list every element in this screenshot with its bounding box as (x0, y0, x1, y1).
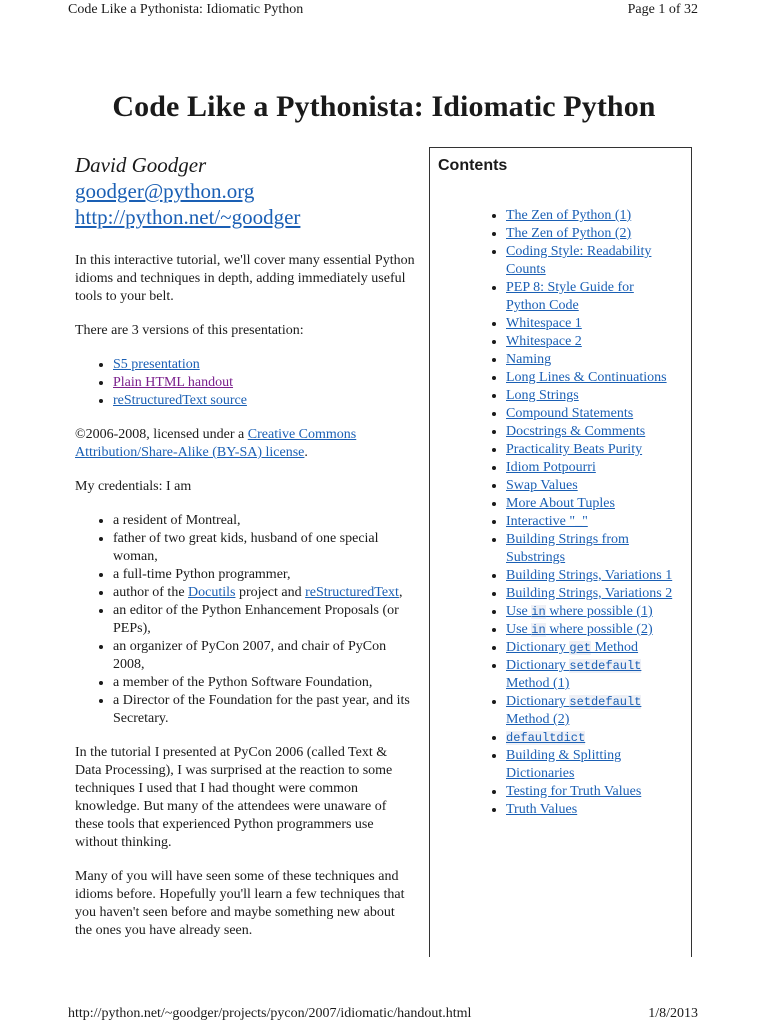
list-item (113, 356, 415, 374)
page-header (68, 2, 698, 20)
page-footer (68, 1006, 698, 1024)
list-item: • an organizer of PyCon 2007, and chair of PyCon 2008, (113, 638, 415, 674)
contents-link-text: Use (506, 604, 532, 619)
contents-link-text: The Zen of Python (2) (506, 226, 632, 241)
credentials-intro: My credentials: I am (75, 479, 192, 494)
contents-item (506, 495, 675, 513)
contents-list (430, 207, 675, 819)
contents-link-text: where possible (2) (545, 622, 653, 637)
contents-item (506, 513, 675, 531)
contents-link-text: More About Tuples (506, 496, 615, 511)
contents-item (506, 783, 675, 801)
contents-link[interactable] (506, 406, 633, 421)
contents-item (506, 603, 675, 621)
list-item: • a full-time Python programmer, (113, 566, 415, 584)
contents-link-text: Building Strings from Substrings (506, 532, 629, 565)
contents-link[interactable] (506, 586, 672, 601)
author-block (75, 152, 300, 230)
contents-link[interactable] (506, 244, 651, 277)
contents-link[interactable] (506, 352, 551, 367)
contents-link-text: Idiom Potpourri (506, 460, 596, 475)
contents-title: Contents (438, 157, 508, 174)
contents-link-text: Method (2) (506, 712, 570, 727)
rst-source-link[interactable]: reStructuredText source (113, 393, 247, 408)
contents-link[interactable] (506, 316, 582, 331)
contents-link-text: Method (1) (506, 676, 570, 691)
list-item: • father of two great kids, husband of one special woman, (113, 530, 415, 566)
credential-text: , (398, 585, 403, 600)
credential-text: author of the (113, 585, 189, 600)
contents-link[interactable] (506, 442, 642, 457)
list-item: • a Director of the Foundation for the past year, and its Secretary. (113, 692, 415, 728)
s5-presentation-link[interactable]: S5 presentation (113, 357, 200, 372)
list-item: • a member of the Python Software Foundation, (113, 674, 415, 692)
contents-link-code: in (531, 623, 546, 637)
docutils-link[interactable]: Docutils (188, 585, 236, 600)
contents-item (506, 657, 675, 693)
contents-item (506, 333, 675, 351)
contents-link-code: setdefault (569, 695, 642, 709)
contents-link-text: Whitespace 1 (506, 316, 582, 331)
page-number: Page 1 of 32 (627, 2, 698, 17)
contents-link-text: PEP 8: Style Guide for Python Code (506, 280, 634, 313)
contents-link-code: get (569, 641, 591, 655)
contents-link[interactable] (506, 604, 653, 619)
contents-link-text: Building & Splitting Dictionaries (506, 748, 622, 781)
author-email-link[interactable]: goodger@python.org (75, 179, 255, 203)
license-prefix: ©2006-2008, licensed under a (75, 427, 248, 442)
contents-item (506, 369, 675, 387)
contents-link-code: setdefault (569, 659, 642, 673)
restructuredtext-link[interactable]: reStructuredText (305, 585, 399, 600)
contents-link[interactable] (506, 226, 631, 241)
contents-link-text: Building Strings, Variations 2 (506, 586, 673, 601)
contents-item (506, 351, 675, 369)
contents-link-text: Long Strings (506, 388, 579, 403)
contents-link[interactable] (506, 640, 638, 655)
intro-paragraph: In this interactive tutorial, we'll cover many essential Python idioms and techniques in depth, adding immediately useful tools to your belt. (75, 253, 415, 304)
contents-item (506, 729, 675, 747)
author-website-link[interactable]: http://python.net/~goodger (75, 205, 301, 229)
contents-link[interactable] (506, 208, 631, 223)
contents-link[interactable] (506, 622, 653, 637)
contents-link[interactable] (506, 784, 641, 799)
contents-item (506, 747, 675, 783)
contents-item (506, 801, 675, 819)
list-item (113, 374, 415, 392)
license-link[interactable]: Creative Commons Attribution/Share-Alike (BY-SA) license (75, 427, 357, 460)
contents-link-text: Use (506, 622, 532, 637)
author-name: David Goodger (75, 153, 207, 177)
contents-link-text: Coding Style: Readability Counts (506, 244, 652, 277)
contents-link[interactable] (506, 568, 672, 583)
main-content (75, 252, 415, 956)
techniques-paragraph: Many of you will have seen some of these techniques and idioms before. Hopefully you'll learn a few techniques that you haven't seen before and maybe something new about the ones you have already seen. (75, 869, 405, 938)
contents-link-code: in (531, 605, 546, 619)
license-suffix: . (304, 445, 308, 460)
contents-item (506, 405, 675, 423)
footer-date: 1/8/2013 (648, 1006, 698, 1021)
contents-link-text: Swap Values (506, 478, 578, 493)
versions-intro: There are 3 versions of this presentation: (75, 323, 304, 338)
contents-link[interactable] (506, 478, 578, 493)
footer-url: http://python.net/~goodger/projects/pycon/2007/idiomatic/handout.html (68, 1006, 472, 1021)
contents-link[interactable] (506, 658, 641, 691)
contents-item (506, 441, 675, 459)
versions-list (75, 356, 415, 410)
license-paragraph (75, 426, 415, 462)
contents-item (506, 279, 675, 315)
contents-item (506, 207, 675, 225)
contents-item (506, 315, 675, 333)
html-handout-link[interactable]: Plain HTML handout (113, 375, 234, 390)
contents-link[interactable] (506, 460, 596, 475)
contents-link[interactable] (506, 280, 634, 313)
contents-link[interactable] (506, 370, 667, 385)
contents-link[interactable] (506, 730, 585, 745)
pycon-paragraph: In the tutorial I presented at PyCon 2006 (called Text & Data Processing), I was surprised at the reaction to some techniques I used that I had thought were common knowledge. But many of the attendees were unaware of these tools that experienced Python programmers use without thinking. (75, 745, 393, 850)
contents-box (429, 147, 692, 957)
contents-item (506, 621, 675, 639)
list-item: • an editor of the Python Enhancement Proposals (or PEPs), (113, 602, 415, 638)
contents-link-text: Naming (506, 352, 552, 367)
contents-link-text: Building Strings, Variations 1 (506, 568, 673, 583)
contents-item (506, 639, 675, 657)
contents-link[interactable] (506, 496, 615, 511)
contents-link[interactable] (506, 748, 621, 781)
contents-link-text: The Zen of Python (1) (506, 208, 632, 223)
contents-link-text: Practicality Beats Purity (506, 442, 643, 457)
contents-item (506, 477, 675, 495)
contents-item (506, 225, 675, 243)
contents-link[interactable] (506, 334, 582, 349)
contents-link-text: Dictionary (506, 694, 570, 709)
contents-link-text: Testing for Truth Values (506, 784, 642, 799)
contents-link-text: Whitespace 2 (506, 334, 582, 349)
contents-link-text: Long Lines & Continuations (506, 370, 667, 385)
contents-link-text: Docstrings & Comments (506, 424, 646, 439)
contents-item (506, 387, 675, 405)
credential-text: project and (235, 585, 306, 600)
list-item (113, 584, 415, 602)
contents-item (506, 243, 675, 279)
contents-link[interactable] (506, 424, 645, 439)
contents-item (506, 585, 675, 603)
contents-link-text: Dictionary (506, 640, 570, 655)
list-item (113, 392, 415, 410)
contents-link[interactable] (506, 802, 577, 817)
contents-item (506, 423, 675, 441)
contents-link-text: Interactive "_" (506, 514, 588, 529)
contents-link[interactable] (506, 694, 641, 727)
contents-link[interactable] (506, 532, 629, 565)
contents-link-code: defaultdict (506, 731, 586, 745)
list-item: • a resident of Montreal, (113, 512, 415, 530)
contents-link[interactable] (506, 514, 588, 529)
contents-link-text: Dictionary (506, 658, 570, 673)
contents-link[interactable] (506, 388, 579, 403)
contents-link-text: where possible (1) (545, 604, 653, 619)
contents-item (506, 693, 675, 729)
contents-link-text: Truth Values (506, 802, 578, 817)
header-title: Code Like a Pythonista: Idiomatic Python (68, 2, 304, 17)
contents-link-text: Method (590, 640, 639, 655)
contents-link-text: Compound Statements (506, 406, 634, 421)
document-title: Code Like a Pythonista: Idiomatic Python (112, 90, 656, 123)
contents-item (506, 531, 675, 567)
credentials-list (75, 512, 415, 728)
contents-item (506, 459, 675, 477)
contents-item (506, 567, 675, 585)
